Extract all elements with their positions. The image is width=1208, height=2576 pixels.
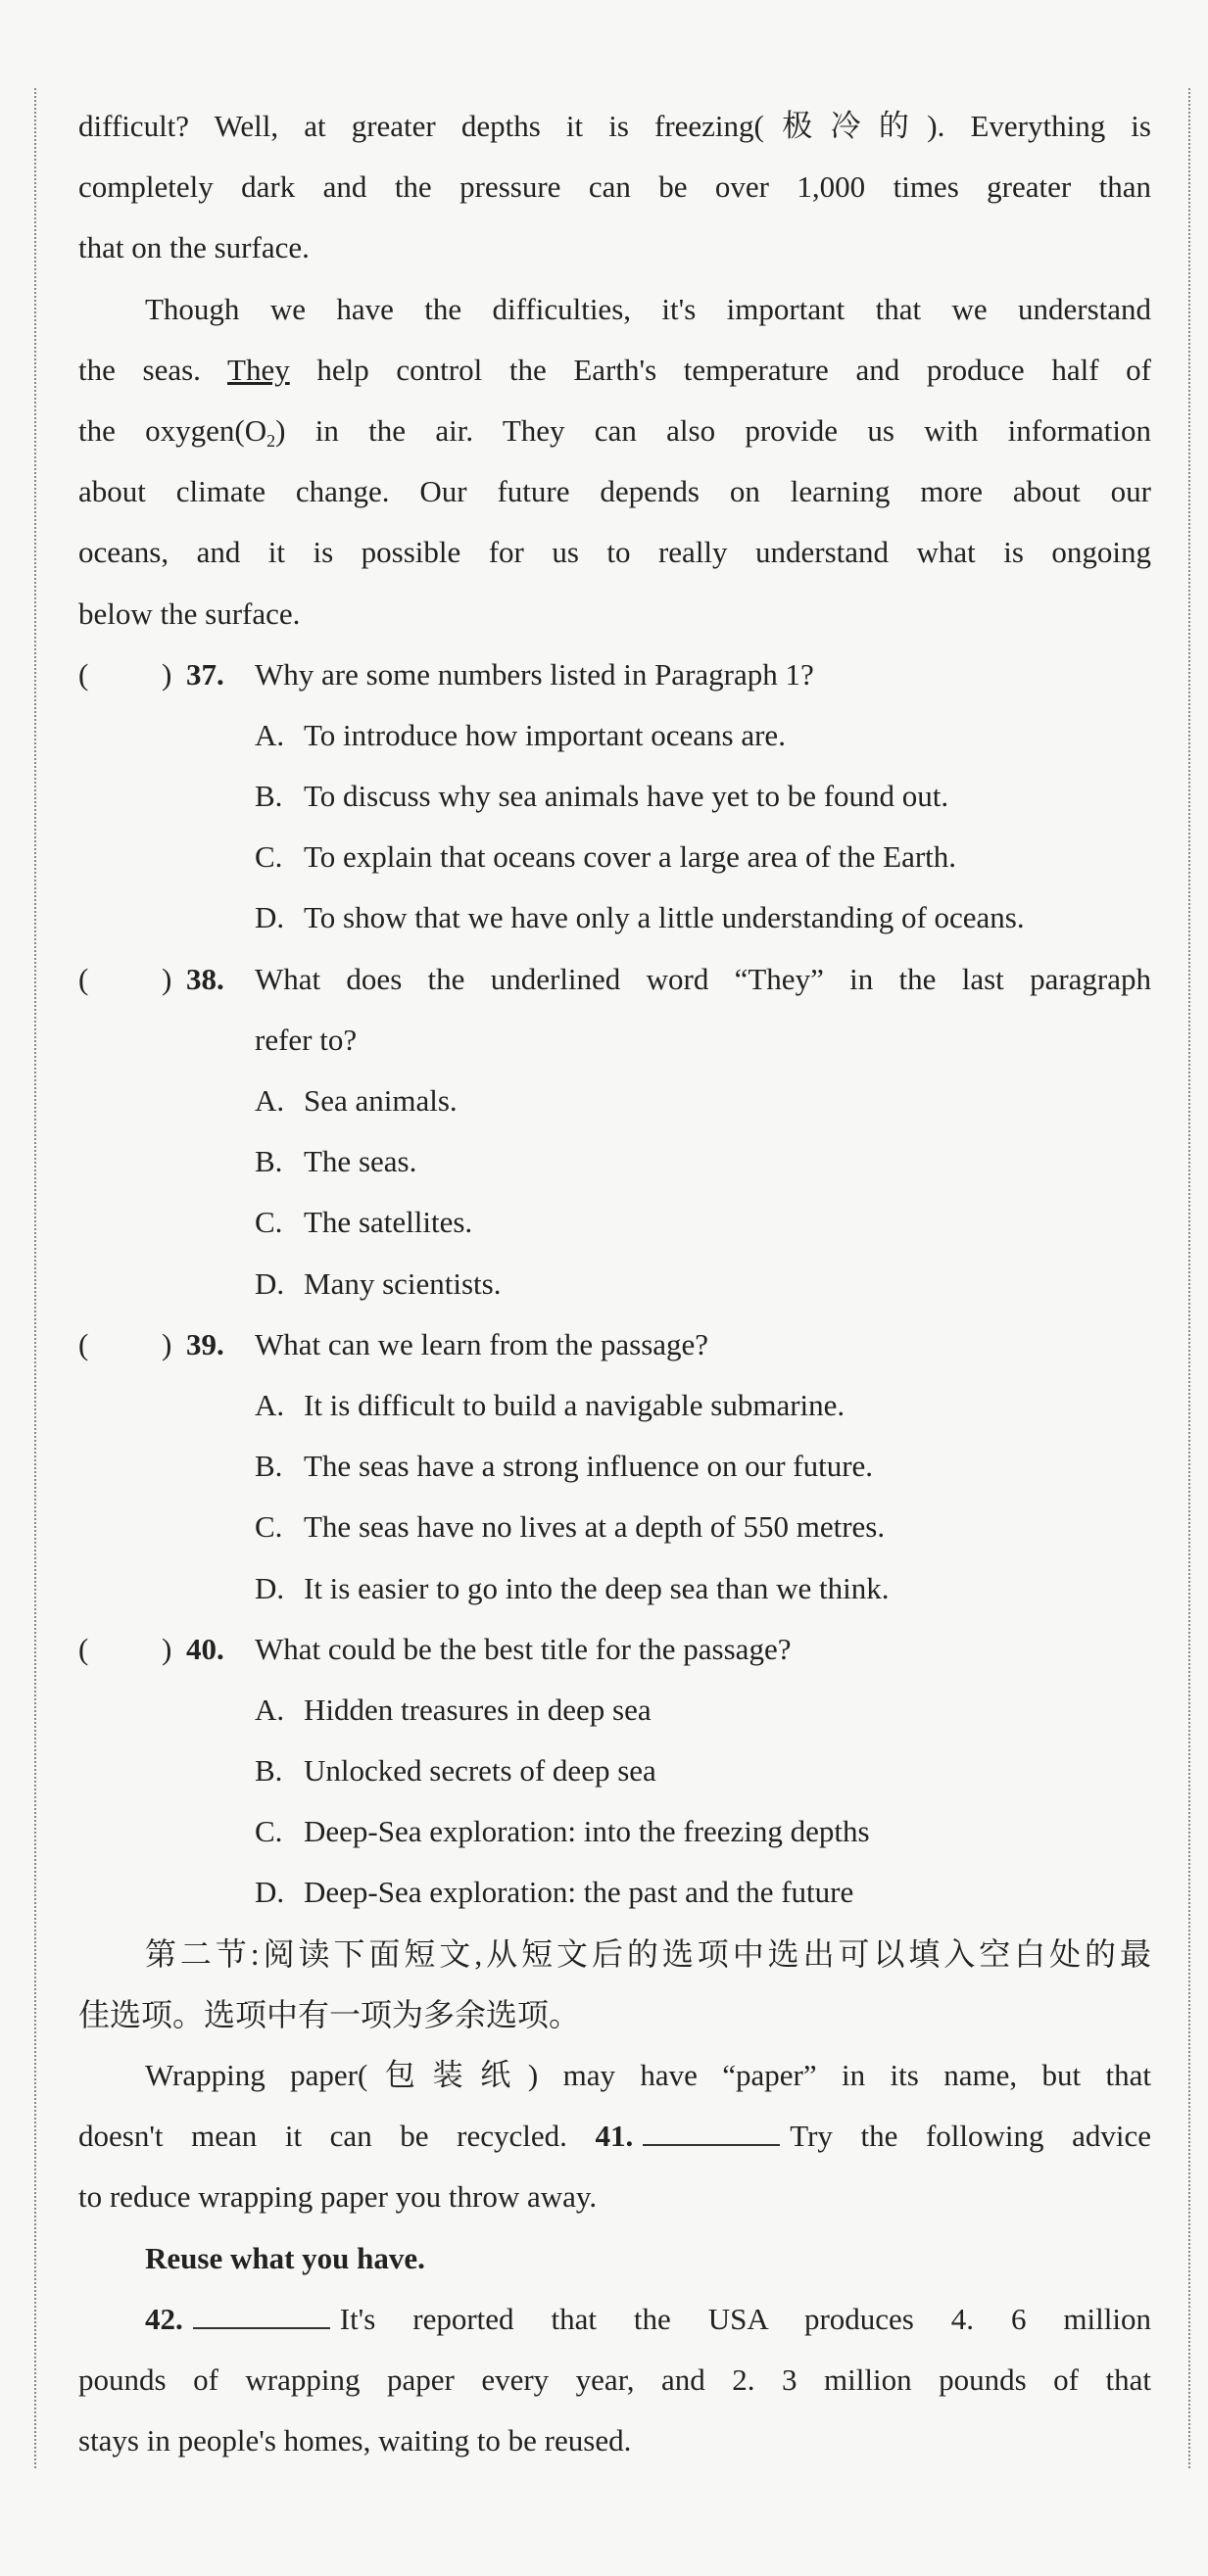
option-letter: A. [255, 1083, 285, 1118]
option-text: It is difficult to build a navigable submarine. [304, 1387, 846, 1422]
answer-paren-open: ( [78, 1326, 89, 1361]
answer-paren-open: ( [78, 1631, 89, 1666]
paragraph-line [78, 340, 1151, 401]
option-b [78, 1436, 1151, 1497]
question-40 [78, 1619, 1151, 1680]
option-text: Sea animals. [304, 1083, 458, 1118]
option-text: Hidden treasures in deep sea [304, 1692, 652, 1727]
question-number: 40. [186, 1631, 224, 1666]
option-text: The seas have no lives at a depth of 550 metres. [304, 1509, 886, 1545]
paragraph-line: oceans, and it is possible for us to really understand what is ongoing [78, 535, 1151, 570]
option-text: Deep-Sea exploration: into the freezing depths [304, 1814, 870, 1849]
option-text: Unlocked secrets of deep sea [304, 1753, 656, 1789]
paragraph-line: below the surface. [78, 596, 301, 631]
option-letter: A. [255, 1692, 285, 1727]
answer-paren-close: ) [162, 1326, 172, 1361]
option-d [78, 887, 1151, 948]
question-text: What does the underlined word “They” in the last paragraph [255, 961, 1151, 996]
underlined-word: They [227, 352, 290, 387]
option-letter: C. [255, 839, 283, 875]
option-letter: C. [255, 1814, 283, 1849]
option-letter: A. [255, 1387, 285, 1422]
option-text: To introduce how important oceans are. [304, 717, 786, 752]
question-39 [78, 1314, 1151, 1375]
paragraph-line: pounds of wrapping paper every year, and 2. 3 million pounds of that [78, 2361, 1151, 2397]
answer-paren-close: ) [162, 656, 172, 692]
option-letter: C. [255, 1205, 283, 1240]
paragraph-line [78, 2106, 1151, 2167]
paragraph-line: to reduce wrapping paper you throw away. [78, 2179, 598, 2215]
option-letter: A. [255, 717, 285, 752]
option-d [78, 1862, 1151, 1923]
text-span: the seas. [78, 352, 201, 387]
option-d [78, 1558, 1151, 1619]
question-text-continued: refer to? [255, 1022, 358, 1057]
option-text: The satellites. [304, 1205, 473, 1240]
option-text: Deep-Sea exploration: the past and the future [304, 1875, 854, 1910]
option-a [78, 1071, 1151, 1131]
text-span: the oxygen(O [78, 412, 267, 448]
option-text: To show that we have only a little understanding of oceans. [304, 900, 1025, 935]
option-b [78, 1741, 1151, 1801]
answer-blank-41[interactable] [643, 2119, 780, 2146]
option-letter: B. [255, 1449, 283, 1484]
paragraph-line: stays in people's homes, waiting to be reused. [78, 2423, 632, 2458]
question-number: 37. [186, 656, 224, 692]
option-c [78, 1801, 1151, 1862]
section-instruction: 第二节:阅读下面短文,从短文后的选项中选出可以填入空白处的最 [145, 1935, 1151, 1972]
answer-paren-close: ) [162, 1631, 172, 1666]
text-span: help control the Earth's temperature and produce half of [316, 352, 1151, 387]
option-a [78, 1375, 1151, 1436]
option-text: The seas have a strong influence on our future. [304, 1449, 874, 1484]
text-span: doesn't mean it can be recycled. [78, 2119, 567, 2154]
option-a [78, 1680, 1151, 1741]
option-text: It is easier to go into the deep sea than we think. [304, 1570, 890, 1605]
option-letter: C. [255, 1509, 283, 1545]
question-text: What can we learn from the passage? [255, 1326, 709, 1361]
option-letter: B. [255, 1753, 283, 1789]
option-d [78, 1254, 1151, 1314]
paragraph-line: Wrapping paper(包装纸) may have “paper” in its name, but that [145, 2058, 1151, 2092]
question-37 [78, 644, 1151, 705]
option-b [78, 1131, 1151, 1192]
option-letter: D. [255, 1570, 285, 1605]
passage-line: difficult? Well, at greater depths it is freezing(极冷的). Everything is [78, 109, 1151, 143]
section-instruction: 佳选项。选项中有一项为多余选项。 [78, 1996, 581, 2032]
answer-paren-open: ( [78, 656, 89, 692]
page-content [78, 96, 1151, 2471]
question-text: What could be the best title for the passage? [255, 1631, 792, 1666]
paragraph-line: Though we have the difficulties, it's important that we understand [145, 291, 1151, 326]
answer-paren-close: ) [162, 961, 172, 996]
option-c [78, 1497, 1151, 1557]
blank-number: 42. [145, 2301, 183, 2336]
paragraph-line [78, 2289, 1151, 2350]
subheading: Reuse what you have. [145, 2240, 425, 2275]
option-letter: D. [255, 1875, 285, 1910]
question-number: 38. [186, 961, 224, 996]
option-text: To explain that oceans cover a large area of the Earth. [304, 839, 957, 875]
paragraph-line [78, 401, 1151, 461]
blank-number: 41. [595, 2119, 634, 2154]
text-span: It's reported that the USA produces 4. 6 million [339, 2301, 1151, 2336]
option-letter: B. [255, 1144, 283, 1179]
option-letter: B. [255, 779, 283, 814]
question-number: 39. [186, 1326, 224, 1361]
paragraph-line: about climate change. Our future depends on learning more about our [78, 474, 1151, 509]
binding-line-right [1188, 88, 1190, 2468]
answer-paren-open: ( [78, 961, 89, 996]
option-c [78, 827, 1151, 887]
option-letter: D. [255, 1265, 285, 1301]
question-38 [78, 949, 1151, 1010]
question-text: Why are some numbers listed in Paragraph 1? [255, 656, 814, 692]
passage-line: that on the surface. [78, 230, 310, 265]
option-text: Many scientists. [304, 1265, 502, 1301]
option-a [78, 705, 1151, 766]
option-text: The seas. [304, 1144, 417, 1179]
option-b [78, 766, 1151, 827]
text-span: Try the following advice [790, 2119, 1151, 2154]
passage-line: completely dark and the pressure can be over 1,000 times greater than [78, 169, 1151, 205]
option-letter: D. [255, 900, 285, 935]
binding-line-left [34, 88, 36, 2468]
text-span: ) in the air. They can also provide us with information [275, 412, 1151, 448]
subscript: 2 [266, 430, 276, 451]
option-text: To discuss why sea animals have yet to be found out. [304, 779, 949, 814]
option-c [78, 1192, 1151, 1253]
answer-blank-42[interactable] [193, 2302, 330, 2329]
